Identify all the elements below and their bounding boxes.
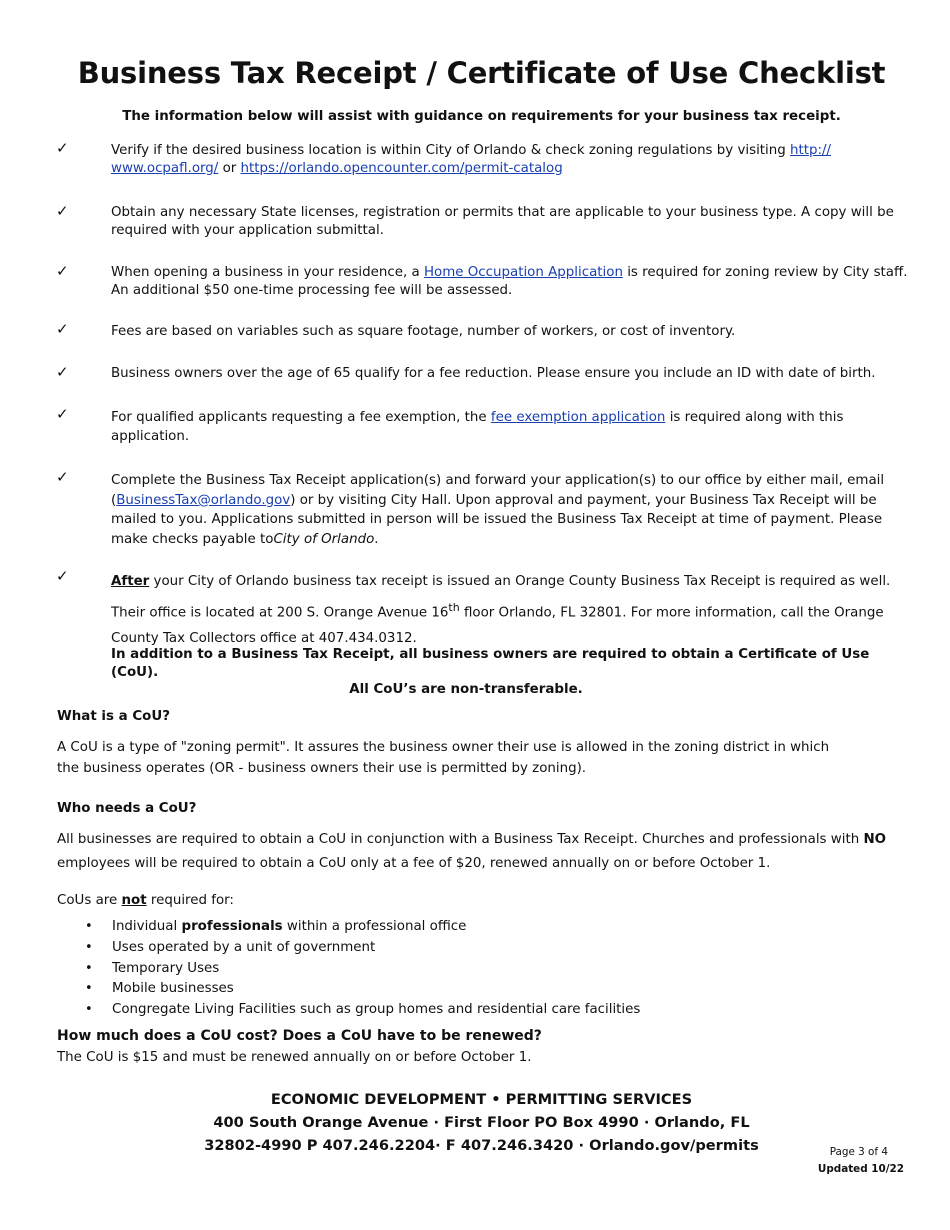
ocpafl-link[interactable]: http:// www.ocpafl.org/ (111, 143, 832, 176)
checkmark-icon: ✓ (56, 202, 69, 220)
updated-date: Updated 10/22 (817, 1163, 904, 1175)
list-item: • Individual professionals within a professional office (85, 917, 640, 938)
page-subtitle: The information below will assist with guidance on requirements for your business tax receipt. (122, 109, 841, 124)
or-text: or (218, 161, 241, 176)
bullet-icon: • (85, 960, 93, 976)
cou-cost-text: The CoU is $15 and must be renewed annually on or before October 1. (57, 1050, 532, 1065)
list-item: • Temporary Uses (85, 959, 640, 980)
list-item: • Congregate Living Facilities such as group homes and residential care facilities (85, 1000, 640, 1021)
cou-cost-heading: How much does a CoU cost? Does a CoU have to be renewed? (57, 1028, 542, 1044)
checklist-item-state-licenses: Obtain any necessary State licenses, registration or permits that are applicable to your business type. A copy will be required with your application submittal. (111, 205, 894, 238)
checklist-item-orange-county: After your City of Orlando business tax receipt is issued an Orange County Business Tax Receipt is required as well. Their office is located at 200 S. Orange Avenue 16th floor Orlando, FL 32801. For more information, call the Orange County Tax Collectors office at 407.434.0312. (111, 574, 891, 647)
who-needs-cou-text: All businesses are required to obtain a CoU in conjunction with a Business Tax Receipt. Churches and professionals with NO employees will be required to obtain a CoU only at a fee of $20, renewed annually on or before October 1. (57, 832, 887, 871)
checklist-item-home-occupation: When opening a business in your residence, a Home Occupation Application is required for zoning review by City staff. An additional $50 one-time processing fee will be assessed. (111, 265, 908, 298)
bullet-icon: • (85, 919, 93, 934)
after-emphasis: After (111, 574, 150, 589)
what-is-cou-text: A CoU is a type of "zoning permit". It assures the business owner their use is allowed in the zoning district in which the business operates (OR - business owners their use is permitted by zoning). (57, 740, 830, 776)
fee-exemption-application-link[interactable]: fee exemption application (490, 410, 666, 425)
checklist-item-verify-location (111, 142, 911, 178)
checkmark-icon: ✓ (56, 468, 69, 486)
checklist-item-text: Verify if the desired business location is within City of Orlando & check zoning regulations by visiting (111, 143, 791, 158)
page-number: Page 3 of 4 (829, 1146, 888, 1158)
checkmark-icon: ✓ (56, 262, 69, 280)
page-title: Business Tax Receipt / Certificate of Use Checklist (77, 56, 886, 90)
bullet-icon: • (85, 939, 93, 955)
opencounter-permit-catalog-link[interactable]: https://orlando.opencounter.com/permit-catalog (240, 161, 563, 176)
list-item: • Mobile businesses (85, 979, 640, 1000)
checkmark-icon: ✓ (56, 320, 69, 338)
non-transferable-note: All CoU’s are non-transferable. (349, 682, 583, 697)
footer-address: 400 South Orange Avenue · First Floor PO Box 4990 · Orlando, FL (213, 1114, 750, 1131)
checklist-item-fee-exemption: For qualified applicants requesting a fee exemption, the fee exemption application is required along with this application. (111, 410, 844, 444)
who-needs-cou-heading: Who needs a CoU? (57, 801, 197, 816)
checkmark-icon: ✓ (56, 139, 69, 157)
checkmark-icon: ✓ (56, 405, 69, 423)
not-required-intro: CoUs are not required for: (57, 893, 234, 908)
footer-department: ECONOMIC DEVELOPMENT • PERMITTING SERVICES (270, 1091, 693, 1108)
footer-contact: 32802-4990 P 407.246.2204· F 407.246.3420 · Orlando.gov/permits (204, 1137, 759, 1154)
not-required-list (85, 917, 640, 1021)
checklist-item-complete-application: Complete the Business Tax Receipt application(s) and forward your application(s) to our office by either mail, email (BusinessTax@orlando.gov) or by visiting City Hall. Upon approval and payment, your Business Tax Receipt will be mailed to you. Applications submitted in person will be issued the Business Tax Receipt at time of payment. Please make checks payable toCity of Orlando. (111, 473, 885, 548)
cou-requirement-note: In addition to a Business Tax Receipt, all business owners are required to obtain a Certificate of Use (CoU). (111, 647, 870, 680)
checklist-item-age-reduction: Business owners over the age of 65 qualify for a fee reduction. Please ensure you include an ID with date of birth. (111, 366, 876, 381)
bullet-icon: • (85, 1002, 93, 1018)
checklist-item-fees: Fees are based on variables such as square footage, number of workers, or cost of inventory. (111, 324, 736, 339)
checkmark-icon: ✓ (56, 567, 69, 585)
bullet-icon: • (85, 981, 93, 997)
what-is-cou-heading: What is a CoU? (57, 709, 170, 724)
list-item: • Uses operated by a unit of government (85, 938, 640, 959)
home-occupation-application-link[interactable]: Home Occupation Application (423, 265, 623, 280)
checkmark-icon: ✓ (56, 363, 69, 381)
business-tax-email-link[interactable]: BusinessTax@orlando.gov (116, 492, 291, 508)
